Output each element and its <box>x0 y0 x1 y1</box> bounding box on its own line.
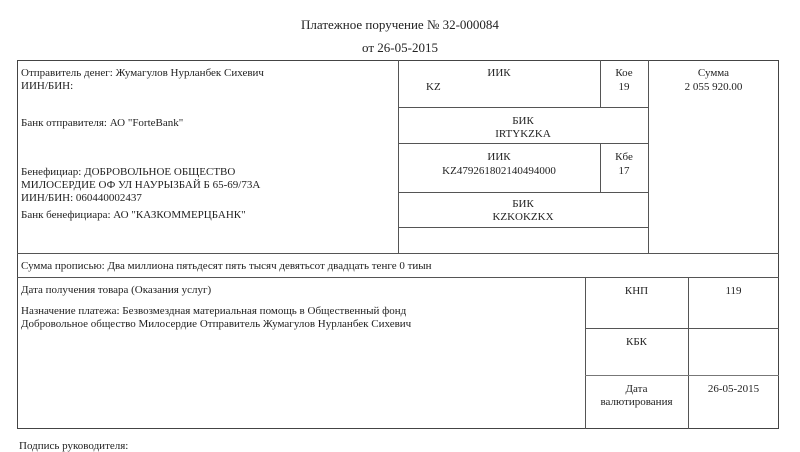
divider <box>585 375 779 376</box>
knp-value: 119 <box>725 285 742 297</box>
sender-iin: ИИН/БИН: <box>21 80 74 92</box>
beneficiary-name-line-1: Бенефициар: ДОБРОВОЛЬНОЕ ОБЩЕСТВО <box>21 166 236 178</box>
beneficiary-bik-value: KZKOKZKX <box>492 211 554 223</box>
sender-bank: Банк отправителя: АО "ForteBank" <box>21 117 184 129</box>
divider <box>398 227 648 228</box>
beneficiary-kbe-label: Кбе <box>615 151 633 163</box>
sender-bik-label: БИК <box>512 115 534 127</box>
beneficiary-kbe-value: 17 <box>618 165 630 177</box>
sender-kbe-label: Кое <box>615 67 633 79</box>
beneficiary-bank: Банк бенефициара: АО "КАЗКОММЕРЦБАНК" <box>21 209 246 221</box>
kbk-label: КБК <box>626 336 647 348</box>
amount-in-words: Сумма прописью: Два миллиона пятьдесят пять тысяч девятьсот двадцать тенге 0 тиын <box>21 260 432 272</box>
sender-bik-value: IRTYKZKA <box>495 128 551 140</box>
payment-purpose-line-1: Назначение платежа: Безвозмездная материальная помощь в Общественный фонд <box>21 305 407 317</box>
sender-iik-label: ИИК <box>487 67 511 79</box>
amount-value: 2 055 920.00 <box>684 81 743 93</box>
value-date-value: 26-05-2015 <box>707 383 760 395</box>
beneficiary-iin: ИИН/БИН: 060440002437 <box>21 192 142 204</box>
sender-iik-value: KZ <box>426 81 441 93</box>
divider <box>17 253 779 254</box>
beneficiary-name-line-2: МИЛОСЕРДИЕ ОФ УЛ НАУРЫЗБАЙ Б 65-69/73А <box>21 179 261 191</box>
divider <box>17 277 779 278</box>
document-date: от 26-05-2015 <box>362 40 438 55</box>
divider <box>398 107 648 108</box>
beneficiary-iik-label: ИИК <box>487 151 511 163</box>
goods-receipt-date: Дата получения товара (Оказания услуг) <box>21 284 212 296</box>
divider <box>398 192 648 193</box>
amount-label: Сумма <box>697 67 730 79</box>
document-title: Платежное поручение № 32-000084 <box>301 17 499 32</box>
signature-label: Подпись руководителя: <box>19 440 129 452</box>
payment-purpose-line-2: Добровольное общество Милосердие Отправитель Жумагулов Нурланбек Сихевич <box>21 318 412 330</box>
divider <box>688 277 689 429</box>
value-date-label-1: Дата <box>625 383 648 395</box>
sender-name: Отправитель денег: Жумагулов Нурланбек Сихевич <box>21 67 264 79</box>
divider <box>398 143 648 144</box>
beneficiary-bik-label: БИК <box>512 198 534 210</box>
sender-kbe-value: 19 <box>618 81 630 93</box>
knp-label: КНП <box>624 285 649 297</box>
value-date-label-2: валютирования <box>600 396 673 408</box>
divider <box>585 328 779 329</box>
beneficiary-iik-value: KZ479261802140494000 <box>442 165 556 177</box>
